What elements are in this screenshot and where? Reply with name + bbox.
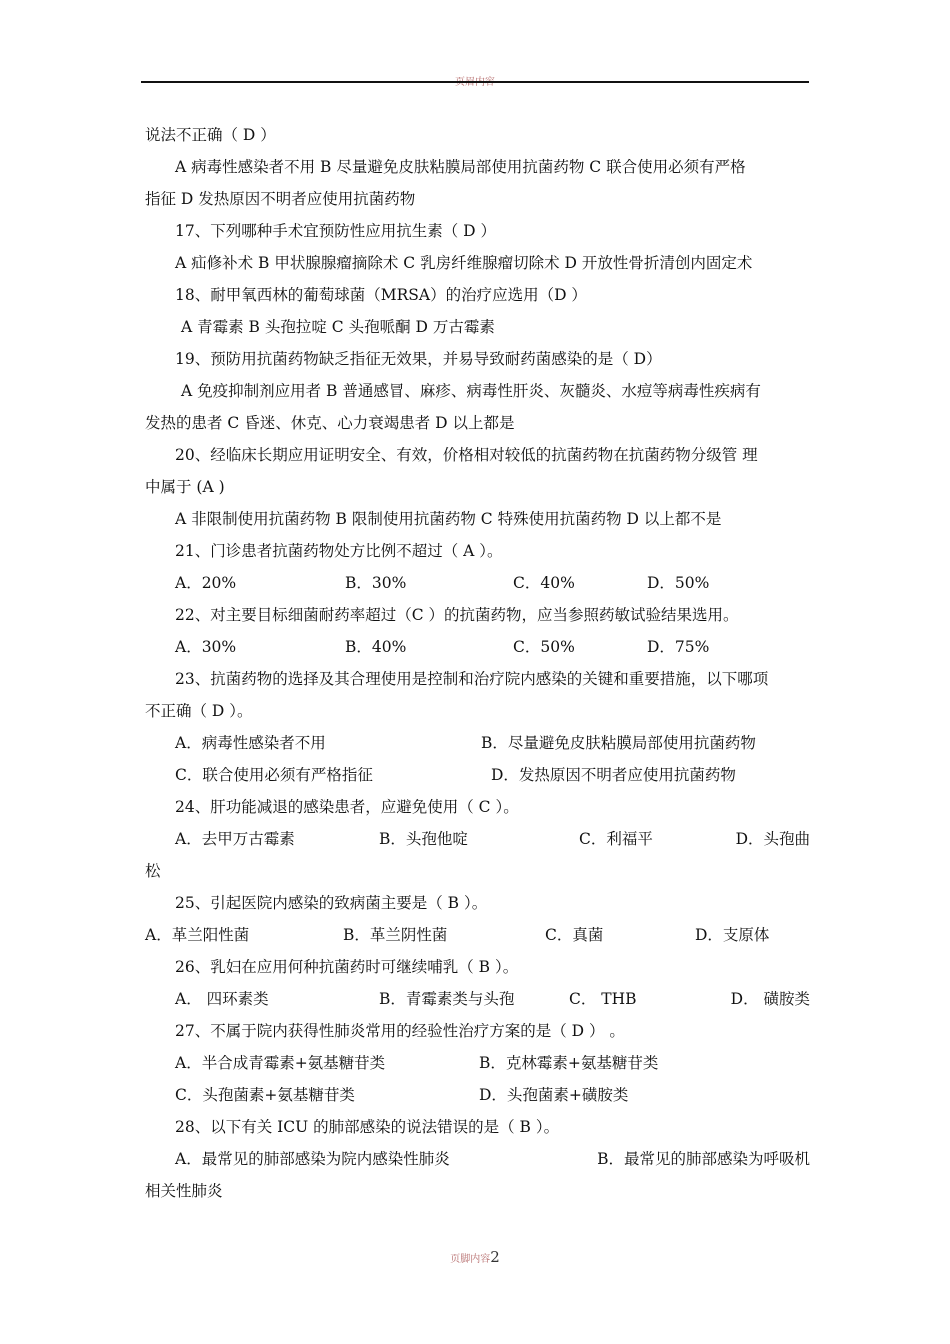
- option-a: A． 四环素类: [175, 990, 269, 1008]
- question-18: 18、耐甲氧西林的葡萄球菌（MRSA）的治疗应选用（D ）: [175, 286, 587, 304]
- option-a: A．半合成青霉素+氨基糖苷类: [175, 1054, 386, 1072]
- options-row: [175, 569, 810, 597]
- option-d: D．头孢菌素+磺胺类: [479, 1086, 629, 1104]
- option-b: B．最常见的肺部感染为呼吸机: [597, 1150, 810, 1168]
- question-21: 21、门诊患者抗菌药物处方比例不超过（ A ）。: [175, 542, 503, 560]
- text-line: A 免疫抑制剂应用者 B 普通感冒、麻疹、病毒性肝炎、灰髓炎、水痘等病毒性疾病有: [181, 382, 761, 400]
- option-a: A．20%: [175, 574, 237, 592]
- page-header: 页眉内容: [455, 77, 495, 88]
- footer-text: 页脚内容: [450, 1254, 491, 1265]
- option-c: C．50%: [513, 638, 575, 656]
- option-c: C．利福平: [579, 830, 653, 848]
- options-row: [145, 921, 810, 949]
- option-c: C．真菌: [545, 926, 604, 944]
- question-26: 26、乳妇在应用何种抗菌药时可继续哺乳（ B ）。: [175, 958, 519, 976]
- question-24: 24、肝功能减退的感染患者，应避免使用（ C ）。: [175, 798, 519, 816]
- option-b: B．青霉素类与头孢: [379, 990, 515, 1008]
- question-23: 23、抗菌药物的选择及其合理使用是控制和治疗院内感染的关键和重要措施，以下哪项: [175, 670, 769, 688]
- text-line: A 非限制使用抗菌药物 B 限制使用抗菌药物 C 特殊使用抗菌药物 D 以上都不是: [175, 510, 722, 528]
- text-line: A 病毒性感染者不用 B 尽量避免皮肤粘膜局部使用抗菌药物 C 联合使用必须有严格: [175, 158, 746, 176]
- text-line: 相关性肺炎: [145, 1182, 223, 1200]
- option-b: B．克林霉素+氨基糖苷类: [479, 1054, 659, 1072]
- option-b: B．40%: [345, 638, 407, 656]
- question-19: 19、预防用抗菌药物缺乏指征无效果，并易导致耐药菌感染的是（ D）: [175, 350, 662, 368]
- options-row: [175, 633, 810, 661]
- option-c: C．40%: [513, 574, 575, 592]
- option-d: D．支原体: [695, 926, 770, 944]
- text-line: 指征 D 发热原因不明者应使用抗菌药物: [145, 190, 416, 208]
- options-row: [175, 985, 810, 1013]
- options-row: [175, 1049, 810, 1077]
- question-25: 25、引起医院内感染的致病菌主要是（ B ）。: [175, 894, 488, 912]
- options-row: [175, 729, 810, 757]
- option-a: A．最常见的肺部感染为院内感染性肺炎: [175, 1150, 450, 1168]
- options-row: [175, 825, 810, 853]
- page-number: 2: [490, 1248, 500, 1266]
- page-footer: [0, 1248, 950, 1266]
- question-17: 17、下列哪种手术宜预防性应用抗生素（ D ）: [175, 222, 497, 240]
- options-row: [175, 1081, 810, 1109]
- option-d: D．50%: [647, 574, 710, 592]
- option-a: A．病毒性感染者不用: [175, 734, 326, 752]
- option-c: C． THB: [569, 990, 637, 1008]
- question-22: 22、对主要目标细菌耐药率超过（C ）的抗菌药物，应当参照药敏试验结果选用。: [175, 606, 739, 624]
- option-a: A．革兰阳性菌: [145, 926, 250, 944]
- option-a: A．30%: [175, 638, 237, 656]
- option-a: A．去甲万古霉素: [175, 830, 295, 848]
- option-b: B．头孢他啶: [379, 830, 468, 848]
- option-b: B．30%: [345, 574, 407, 592]
- text-line: A 疝修补术 B 甲状腺腺瘤摘除术 C 乳房纤维腺瘤切除术 D 开放性骨折清创内固定术: [175, 254, 753, 272]
- text-line: 发热的患者 C 昏迷、休克、心力衰竭患者 D 以上都是: [145, 414, 515, 432]
- text-line: 不正确（ D ）。: [145, 702, 253, 720]
- option-d: D．75%: [647, 638, 710, 656]
- text-line: A 青霉素 B 头孢拉啶 C 头孢哌酮 D 万古霉素: [181, 318, 495, 336]
- question-20: 20、经临床长期应用证明安全、有效，价格相对较低的抗菌药物在抗菌药物分级管 理: [175, 446, 758, 464]
- option-d: D．头孢曲: [735, 830, 810, 848]
- option-c: C．联合使用必须有严格指征: [175, 766, 373, 784]
- options-row: [175, 1145, 810, 1173]
- text-line: 中属于 (A ): [145, 478, 225, 496]
- text-line: 松: [145, 862, 161, 880]
- question-28: 28、以下有关 ICU 的肺部感染的说法错误的是（ B ）。: [175, 1118, 560, 1136]
- option-b: B．尽量避免皮肤粘膜局部使用抗菌药物: [481, 734, 756, 752]
- option-b: B．革兰阴性菌: [343, 926, 448, 944]
- header-rule: [141, 81, 809, 83]
- question-27: 27、不属于院内获得性肺炎常用的经验性治疗方案的是（ D ） 。: [175, 1022, 625, 1040]
- option-c: C．头孢菌素+氨基糖苷类: [175, 1086, 355, 1104]
- options-row: [175, 761, 810, 789]
- text-line: 说法不正确（ D ）: [145, 126, 276, 144]
- option-d: D．发热原因不明者应使用抗菌药物: [491, 766, 736, 784]
- option-d: D． 磺胺类: [730, 990, 810, 1008]
